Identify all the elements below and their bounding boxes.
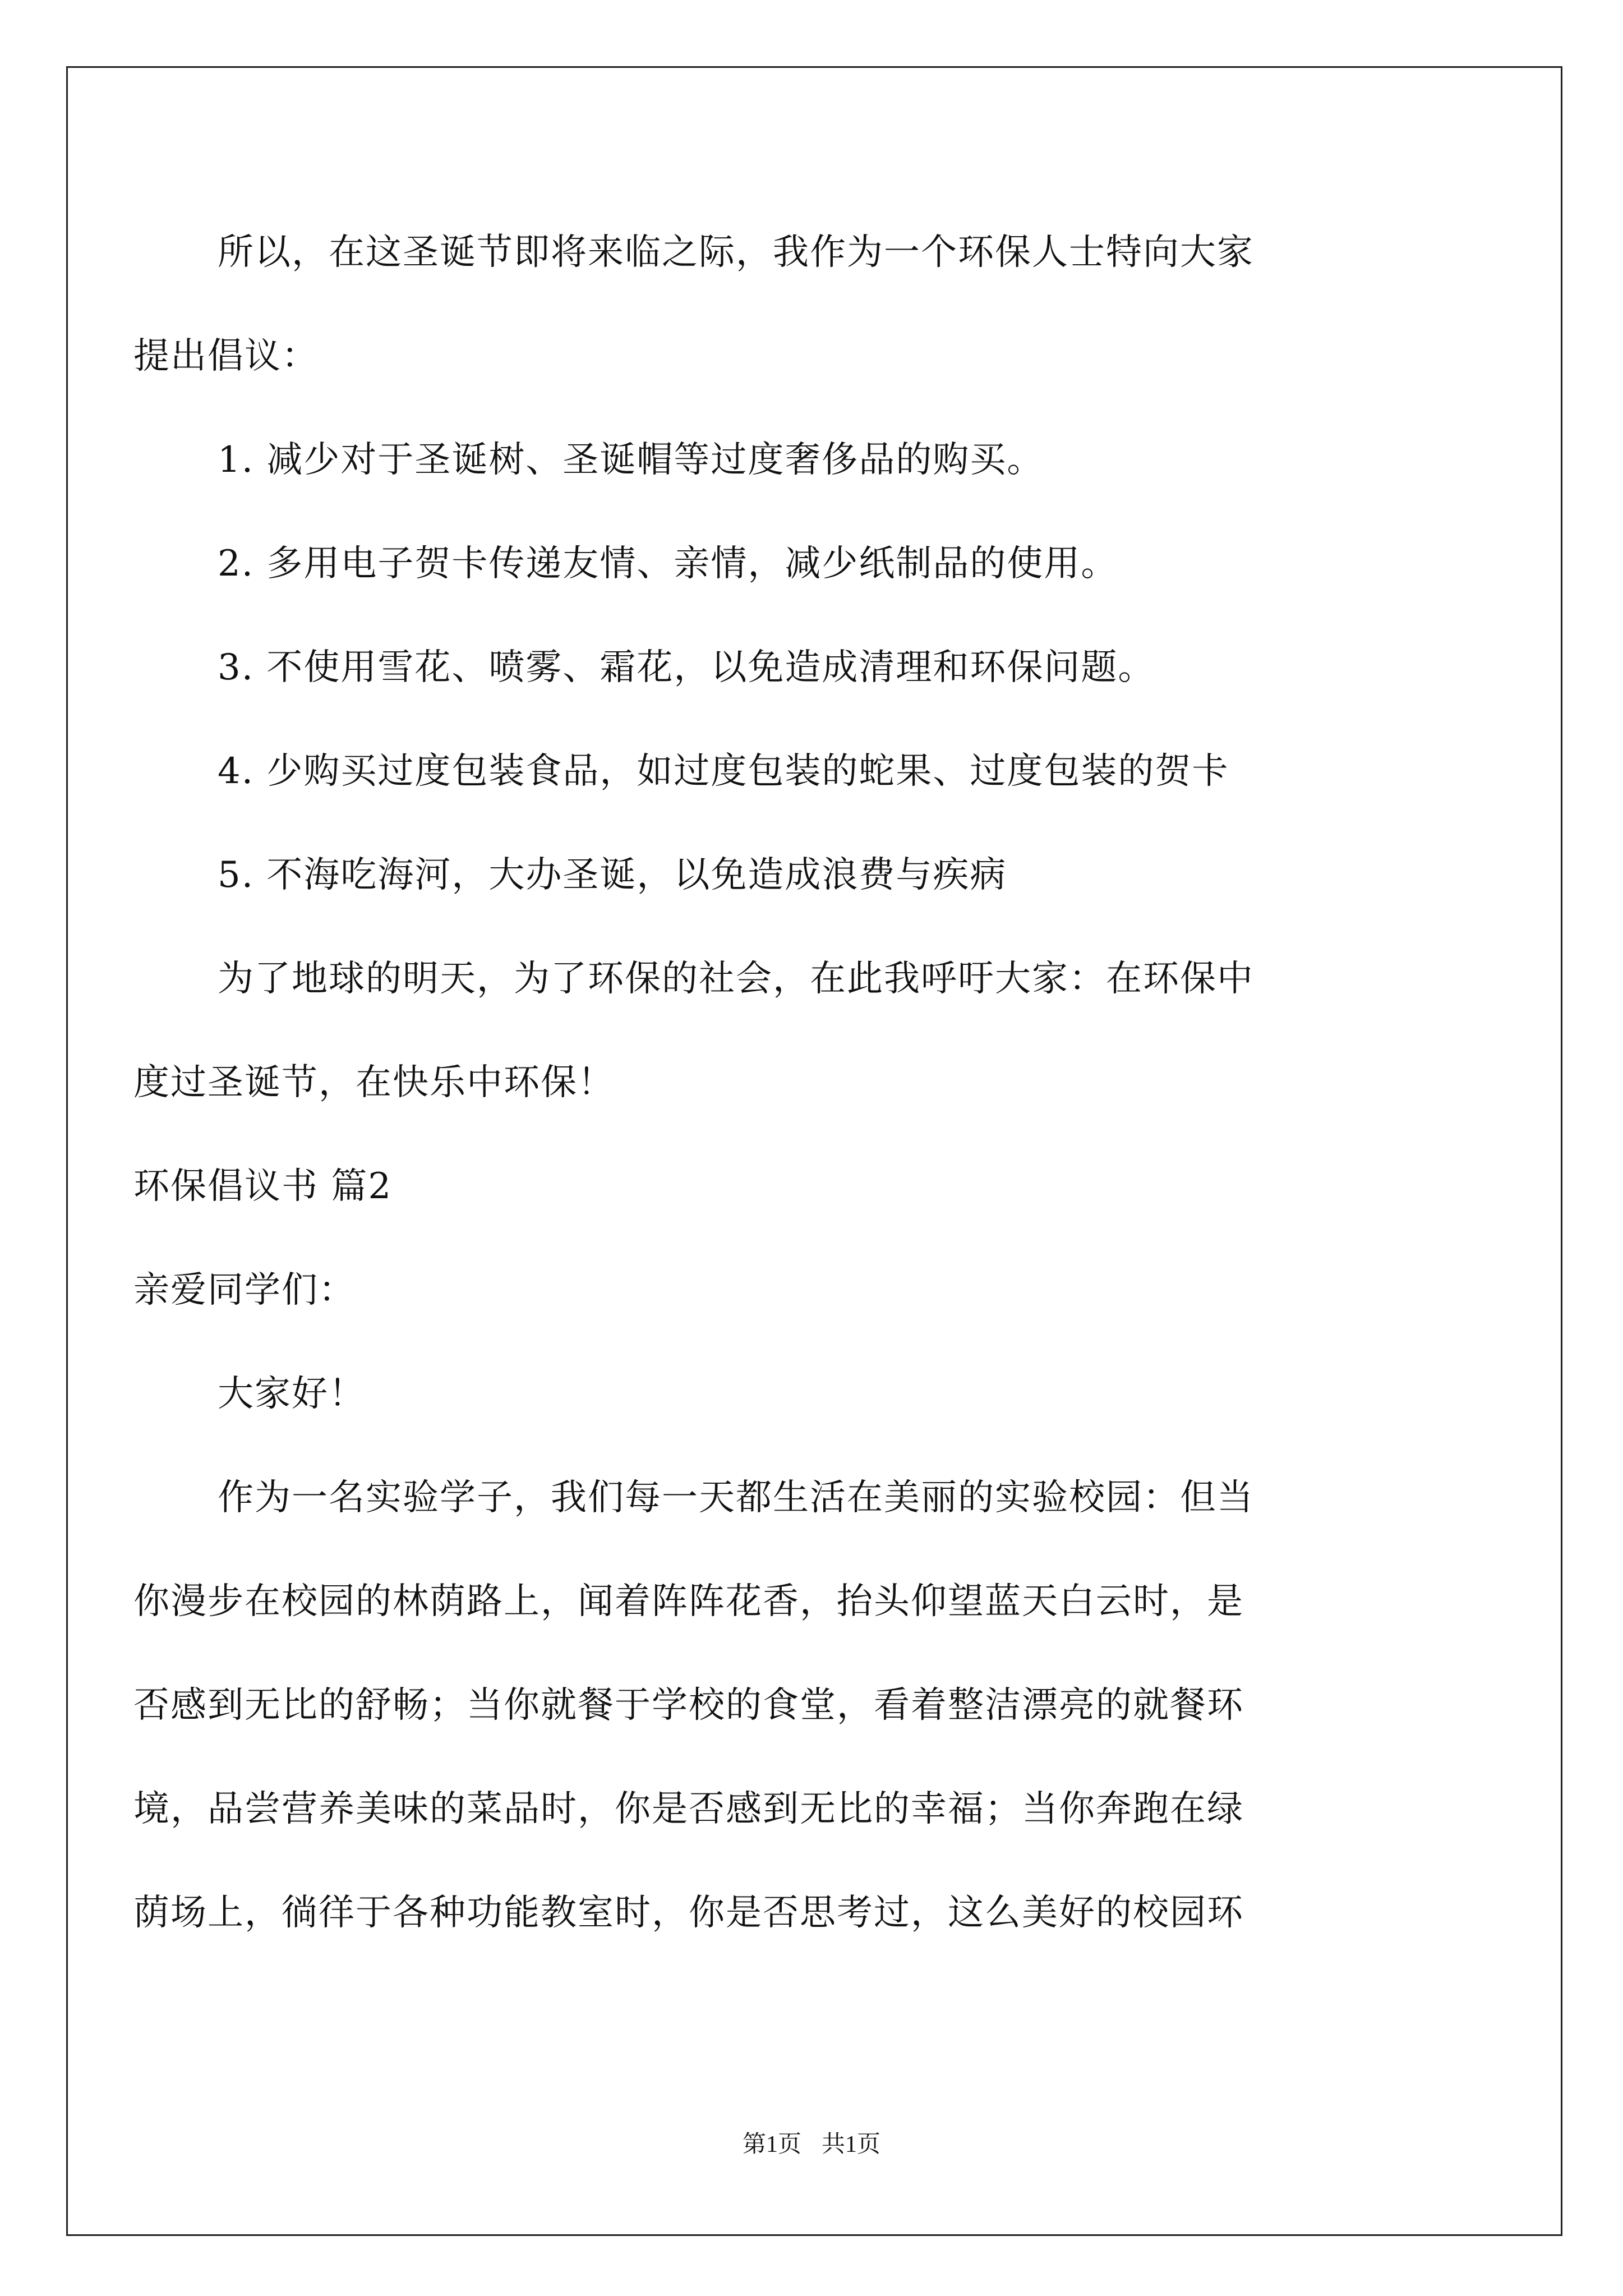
paragraph-line: 否感到无比的舒畅；当你就餐于学校的食堂，看着整洁漂亮的就餐环 (133, 1685, 1244, 1726)
list-item: 3. 不使用雪花、喷雾、霜花，以免造成清理和环保问题。 (218, 647, 1155, 688)
paragraph-line: 荫场上，徜徉于各种功能教室时，你是否思考过，这么美好的校园环 (133, 1892, 1244, 1934)
list-item: 4. 少购买过度包装食品，如过度包装的蛇果、过度包装的贺卡 (218, 751, 1229, 792)
list-item: 2. 多用电子贺卡传递友情、亲情，减少纸制品的使用。 (218, 543, 1118, 585)
paragraph-line: 境，品尝营养美味的菜品时，你是否感到无比的幸福；当你奔跑在绿 (133, 1788, 1244, 1830)
list-item: 5. 不海吃海河，大办圣诞，以免造成浪费与疾病 (218, 854, 1007, 896)
salutation: 亲爱同学们： (133, 1269, 356, 1311)
paragraph-line: 度过圣诞节，在快乐中环保！ (133, 1062, 615, 1103)
section-heading: 环保倡议书 篇2 (133, 1166, 393, 1207)
greeting: 大家好！ (218, 1373, 366, 1415)
page-footer (0, 2129, 1623, 2160)
list-item: 1. 减少对于圣诞树、圣诞帽等过度奢侈品的购买。 (218, 439, 1044, 481)
paragraph-line: 你漫步在校园的林荫路上，闻着阵阵花香，抬头仰望蓝天白云时，是 (133, 1581, 1244, 1622)
paragraph-line: 为了地球的明天，为了环保的社会，在此我呼吁大家：在环保中 (218, 958, 1254, 1000)
paragraph-line: 作为一名实验学子，我们每一天都生活在美丽的实验校园：但当 (218, 1477, 1254, 1519)
paragraph-line: 提出倡议： (133, 335, 319, 377)
page-number: 第1页 (742, 2132, 801, 2157)
page-total: 共1页 (822, 2132, 881, 2157)
paragraph-line: 所以，在这圣诞节即将来临之际，我作为一个环保人士特向大家 (218, 232, 1254, 273)
